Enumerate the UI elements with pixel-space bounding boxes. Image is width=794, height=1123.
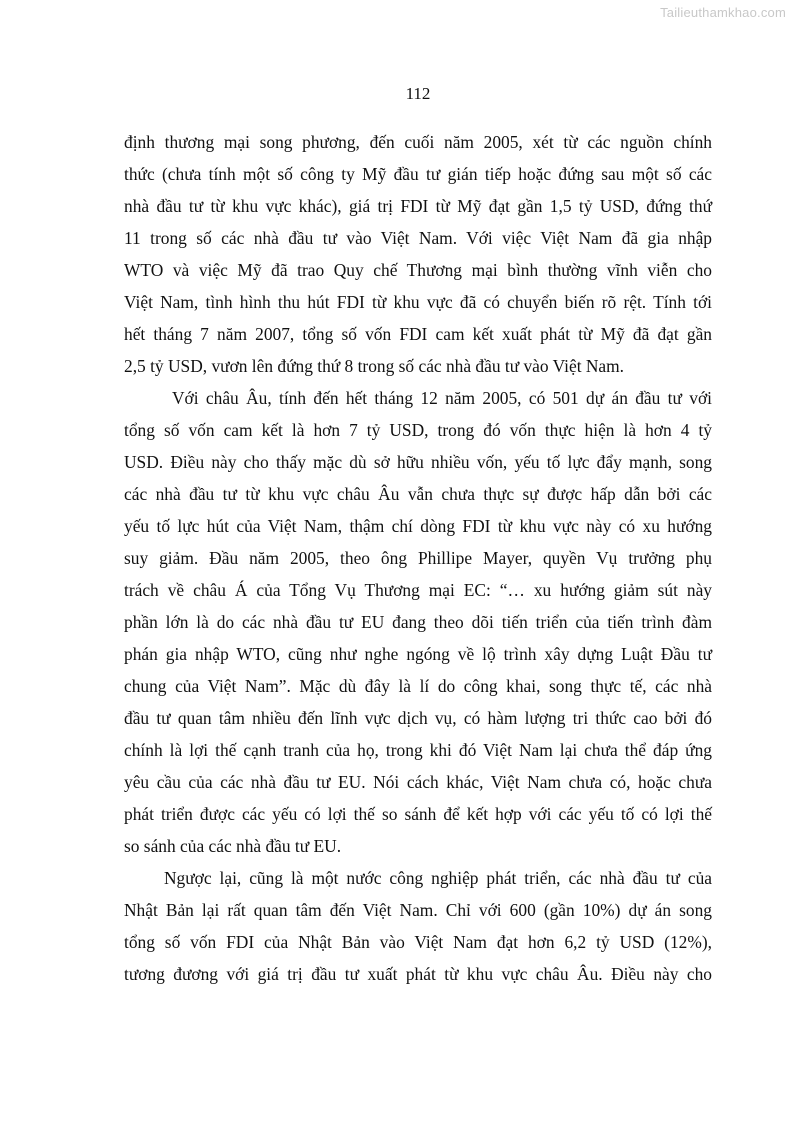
- text-line: Với châu Âu, tính đến hết tháng 12 năm 2005, có 501 dự án đầu tư với: [172, 388, 712, 408]
- text-line: suy giảm. Đầu năm 2005, theo ông Phillipe Mayer, quyền Vụ trưởng phụ: [124, 548, 712, 568]
- paragraph-us-fdi: [124, 126, 712, 382]
- text-line: trách về châu Á của Tổng Vụ Thương mại EC: “… xu hướng giảm sút này: [124, 580, 712, 600]
- text-line: Việt Nam, tình hình thu hút FDI từ khu vực đã có chuyển biến rõ rệt. Tính tới: [124, 292, 712, 312]
- text-line: yêu cầu của các nhà đầu tư EU. Nói cách khác, Việt Nam chưa có, hoặc chưa: [124, 772, 712, 792]
- text-line: phát triển được các yếu có lợi thế so sánh để kết hợp với các yếu tố có lợi thế: [124, 804, 712, 824]
- paragraph-japan-fdi: [124, 862, 712, 990]
- watermark-text: Tailieuthamkhao.com: [660, 5, 786, 20]
- text-line: đầu tư quan tâm nhiều đến lĩnh vực dịch vụ, có hàm lượng tri thức cao bởi đó: [124, 708, 712, 728]
- page-number: 112: [405, 84, 431, 103]
- document-body: [124, 126, 712, 990]
- text-line: định thương mại song phương, đến cuối năm 2005, xét từ các nguồn chính: [124, 132, 712, 152]
- text-line: các nhà đầu tư từ khu vực châu Âu vẫn chưa thực sự được hấp dẫn bởi các: [124, 484, 712, 504]
- text-line: phần lớn là do các nhà đầu tư EU đang theo dõi tiến triển của tiến trình đàm: [124, 612, 712, 632]
- text-line: 2,5 tỷ USD, vươn lên đứng thứ 8 trong số các nhà đầu tư vào Việt Nam.: [124, 356, 625, 376]
- text-line: Nhật Bản lại rất quan tâm đến Việt Nam. Chỉ với 600 (gần 10%) dự án song: [124, 900, 712, 920]
- text-line: WTO và việc Mỹ đã trao Quy chế Thương mại bình thường vĩnh viễn cho: [124, 260, 712, 280]
- text-line: Ngược lại, cũng là một nước công nghiệp phát triển, các nhà đầu tư của: [164, 868, 712, 888]
- paragraph-eu-fdi: [124, 382, 712, 862]
- text-line: phán gia nhập WTO, cũng như nghe ngóng về lộ trình xây dựng Luật Đầu tư: [124, 644, 712, 664]
- text-line: chung của Việt Nam”. Mặc dù đây là lí do công khai, song thực tế, các nhà: [124, 676, 712, 696]
- text-line: nhà đầu tư từ khu vực khác), giá trị FDI từ Mỹ đạt gần 1,5 tỷ USD, đứng thứ: [124, 196, 712, 216]
- text-line: hết tháng 7 năm 2007, tổng số vốn FDI cam kết xuất phát từ Mỹ đã đạt gần: [124, 324, 712, 344]
- text-line: chính là lợi thế cạnh tranh của họ, trong khi đó Việt Nam lại chưa thể đáp ứng: [124, 740, 712, 760]
- text-line: so sánh của các nhà đầu tư EU.: [124, 836, 342, 856]
- text-line: thức (chưa tính một số công ty Mỹ đầu tư gián tiếp hoặc đứng sau một số các: [124, 164, 712, 184]
- text-line: tổng số vốn FDI của Nhật Bản vào Việt Nam đạt hơn 6,2 tỷ USD (12%),: [124, 932, 712, 952]
- text-line: 11 trong số các nhà đầu tư vào Việt Nam. Với việc Việt Nam đã gia nhập: [124, 228, 712, 248]
- text-line: tổng số vốn cam kết là hơn 7 tỷ USD, trong đó vốn thực hiện là hơn 4 tỷ: [124, 420, 712, 440]
- text-line: tương đương với giá trị đầu tư xuất phát từ khu vực châu Âu. Điều này cho: [124, 964, 712, 984]
- text-line: USD. Điều này cho thấy mặc dù sở hữu nhiều vốn, yếu tố lực đẩy mạnh, song: [124, 452, 712, 472]
- text-line: yếu tố lực hút của Việt Nam, thậm chí dòng FDI từ khu vực này có xu hướng: [124, 516, 712, 536]
